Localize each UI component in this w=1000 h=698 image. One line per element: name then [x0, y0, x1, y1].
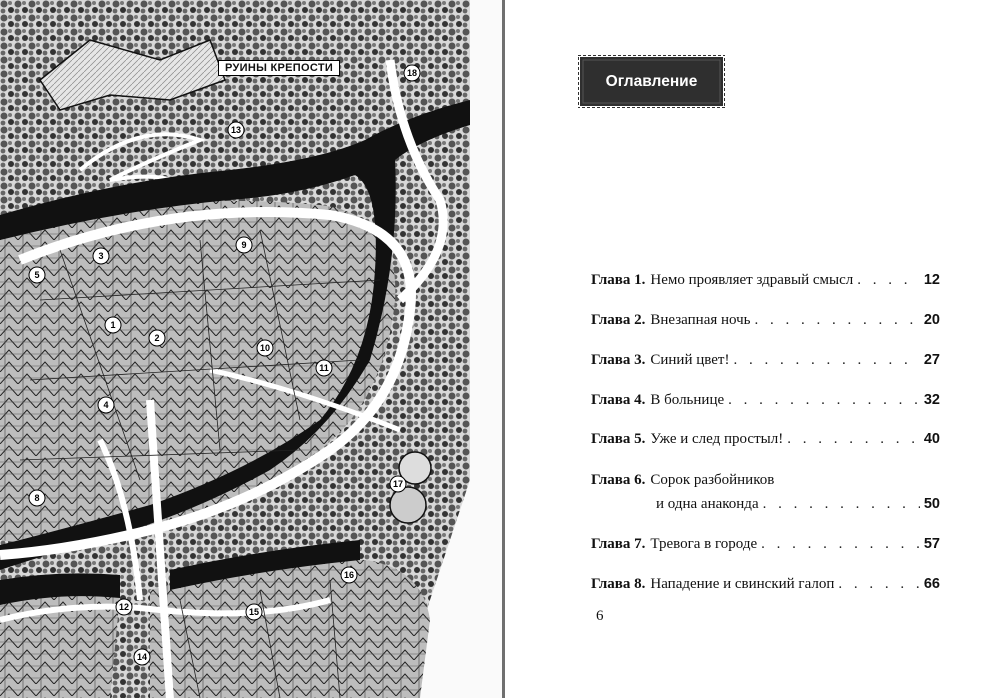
marker-10	[257, 340, 273, 356]
svg-text:4: 4	[103, 400, 109, 410]
chapter-title: Уже и след простыл!	[650, 431, 784, 447]
svg-text:5: 5	[34, 270, 40, 280]
fortress-ruins-label: РУИНЫ КРЕПОСТИ	[218, 60, 340, 76]
toc-entry[interactable]	[591, 392, 940, 409]
dot-leader	[728, 392, 920, 409]
svg-text:14: 14	[136, 652, 148, 662]
marker-2	[149, 330, 165, 346]
dot-leader	[763, 496, 920, 513]
toc-entry[interactable]	[591, 536, 940, 553]
chapter-title: Сорок разбойников	[650, 472, 775, 488]
chapter-title: Немо проявляет здравый смысл	[650, 272, 854, 288]
svg-text:12: 12	[118, 602, 130, 612]
toc-entry[interactable]	[591, 352, 940, 369]
svg-text:13: 13	[230, 125, 242, 135]
svg-text:17: 17	[392, 479, 404, 489]
marker-13	[228, 122, 244, 138]
dot-leader	[755, 312, 920, 329]
toc-entry[interactable]	[591, 472, 940, 489]
svg-text:3: 3	[98, 251, 104, 261]
chapter-number: Глава 5.	[591, 431, 646, 447]
chapter-title: Внезапная ночь	[650, 312, 751, 328]
chapter-page: 40	[923, 431, 940, 447]
marker-18	[404, 65, 420, 81]
chapter-title: В больнице	[650, 392, 725, 408]
dot-leader	[838, 576, 919, 593]
svg-text:16: 16	[343, 570, 355, 580]
toc-heading-badge	[578, 55, 725, 108]
chapter-number: Глава 2.	[591, 312, 646, 328]
marker-12	[116, 599, 132, 615]
toc-entry[interactable]	[591, 272, 940, 289]
marker-15	[246, 604, 262, 620]
marker-17	[390, 476, 406, 492]
dot-leader	[733, 352, 919, 369]
marker-8	[29, 490, 45, 506]
marker-4	[98, 397, 114, 413]
svg-text:1: 1	[110, 320, 116, 330]
dot-leader	[761, 536, 920, 553]
svg-text:9: 9	[241, 240, 247, 250]
chapter-page: 27	[923, 352, 940, 368]
chapter-page: 50	[923, 496, 940, 512]
marker-1	[105, 317, 121, 333]
marker-16	[341, 567, 357, 583]
marker-9	[236, 237, 252, 253]
svg-text:2: 2	[154, 333, 160, 343]
marker-14	[134, 649, 150, 665]
chapter-number: Глава 3.	[591, 352, 646, 368]
marker-3	[93, 248, 109, 264]
chapter-title: Тревога в городе	[650, 536, 758, 552]
chapter-page: 12	[923, 272, 940, 288]
chapter-page: 20	[923, 312, 940, 328]
chapter-number: Глава 1.	[591, 272, 646, 288]
dot-leader	[787, 431, 920, 448]
chapter-title-line2: и одна анаконда	[656, 496, 759, 512]
page-number: 6	[596, 608, 604, 624]
toc-entry[interactable]	[591, 576, 940, 593]
chapter-page: 32	[923, 392, 940, 408]
chapter-number: Глава 8.	[591, 576, 646, 592]
svg-text:8: 8	[34, 493, 40, 503]
toc-entry[interactable]	[591, 431, 940, 448]
svg-text:15: 15	[248, 607, 260, 617]
toc-entry[interactable]	[591, 312, 940, 329]
chapter-number: Глава 7.	[591, 536, 646, 552]
chapter-page: 57	[923, 536, 940, 552]
chapter-page: 66	[923, 576, 940, 592]
dot-leader	[857, 272, 920, 289]
chapter-title: Нападение и свинский галоп	[650, 576, 835, 592]
svg-text:18: 18	[406, 68, 418, 78]
toc-entry-continuation[interactable]	[656, 496, 940, 513]
toc-heading: Оглавление	[605, 73, 698, 90]
toc-page	[505, 0, 1000, 698]
chapter-number: Глава 6.	[591, 472, 646, 488]
chapter-number: Глава 4.	[591, 392, 646, 408]
svg-text:11: 11	[319, 363, 329, 373]
chapter-title: Синий цвет!	[650, 352, 730, 368]
marker-5	[29, 267, 45, 283]
svg-text:10: 10	[259, 343, 271, 353]
marker-11	[316, 360, 332, 376]
